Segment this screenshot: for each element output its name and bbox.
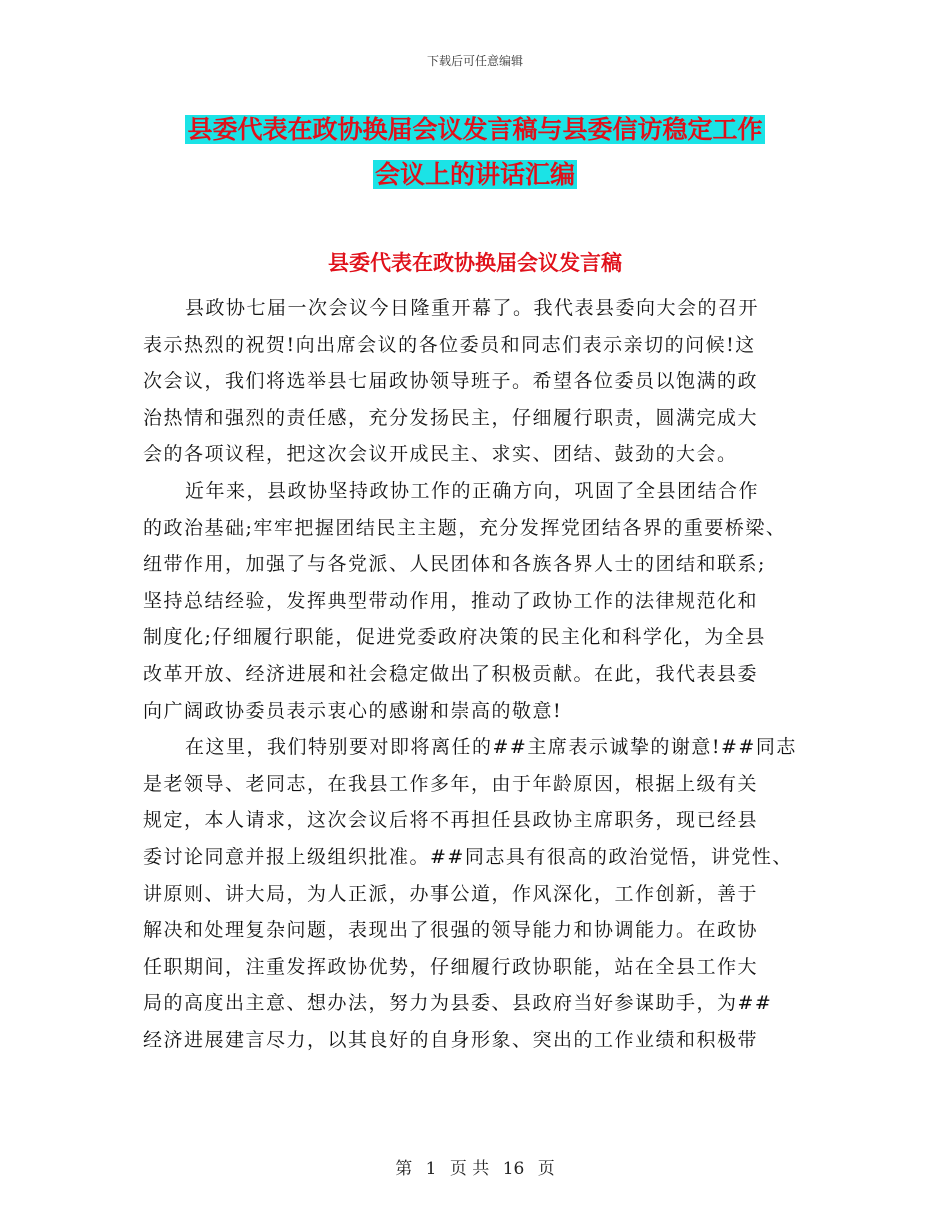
text-line: 次会议，我们将选举县七届政协领导班子。希望各位委员以饱满的政 bbox=[143, 370, 759, 393]
paragraph-3 bbox=[143, 729, 823, 1058]
text-line: 县政协七届一次会议今日隆重开幕了。我代表县委向大会的召开 bbox=[185, 297, 760, 319]
page-footer bbox=[0, 1154, 950, 1179]
header-note: 下载后可任意编辑 bbox=[426, 54, 523, 68]
title-highlight: 会议上的讲话汇编 bbox=[374, 160, 575, 189]
paragraph-2 bbox=[143, 473, 823, 729]
text-line: 任职期间，注重发挥政协优势，仔细履行政协职能，站在全县工作大 bbox=[143, 955, 759, 978]
text-line: 制度化;仔细履行职能，促进党委政府决策的民主化和科学化，为全县 bbox=[143, 626, 766, 649]
text-line: 改革开放、经济进展和社会稳定做出了积极贡献。在此，我代表县委 bbox=[143, 662, 759, 685]
section-title: 县委代表在政协换届会议发言稿 bbox=[328, 251, 622, 275]
text-line: 纽带作用，加强了与各党派、人民团体和各族各界人士的团结和联系; bbox=[143, 553, 766, 576]
footer-middle: 页 共 bbox=[449, 1159, 490, 1179]
text-line: 在这里，我们特别要对即将离任的##主席表示诚挚的谢意!##同志 bbox=[185, 736, 797, 759]
text-line: 局的高度出主意、想办法，努力为县委、县政府当好参谋助手，为## bbox=[143, 992, 773, 1015]
document-title-line-2 bbox=[0, 155, 950, 195]
page-number: 1 bbox=[425, 1159, 437, 1179]
footer-prefix: 第 bbox=[395, 1159, 413, 1179]
title-highlight: 县委代表在政协换届会议发言稿与县委信访稳定工作 bbox=[187, 115, 763, 144]
text-line: 会的各项议程，把这次会议开成民主、求实、团结、鼓劲的大会。 bbox=[143, 443, 738, 466]
document-body bbox=[143, 290, 823, 1058]
total-pages: 16 bbox=[502, 1159, 525, 1179]
text-line: 规定，本人请求，这次会议后将不再担任县政协主席职务，现已经县 bbox=[143, 809, 759, 832]
text-line: 近年来，县政协坚持政协工作的正确方向，巩固了全县团结合作 bbox=[185, 479, 760, 502]
text-line: 委讨论同意并报上级组织批准。##同志具有很高的政治觉悟，讲党性、 bbox=[143, 845, 793, 868]
text-line: 讲原则、讲大局，为人正派，办事公道，作风深化，工作创新，善于 bbox=[143, 882, 759, 905]
text-line: 解决和处理复杂问题，表现出了很强的领导能力和协调能力。在政协 bbox=[143, 919, 759, 942]
document-title-line-1 bbox=[0, 110, 950, 150]
text-line: 向广阔政协委员表示衷心的感谢和崇高的敬意! bbox=[143, 699, 563, 722]
text-line: 坚持总结经验，发挥典型带动作用，推动了政协工作的法律规范化和 bbox=[143, 589, 759, 612]
text-line: 治热情和强烈的责任感，充分发扬民主，仔细履行职责，圆满完成大 bbox=[143, 406, 759, 429]
text-line: 经济进展建言尽力，以其良好的自身形象、突出的工作业绩和积极带 bbox=[143, 1028, 759, 1051]
text-line: 表示热烈的祝贺!向出席会议的各位委员和同志们表示亲切的问候!这 bbox=[143, 333, 756, 356]
text-line: 的政治基础;牢牢把握团结民主主题，充分发挥党团结各界的重要桥梁、 bbox=[143, 516, 787, 539]
text-line: 是老领导、老同志，在我县工作多年，由于年龄原因，根据上级有关 bbox=[143, 772, 759, 795]
paragraph-1 bbox=[143, 290, 823, 473]
footer-suffix: 页 bbox=[537, 1159, 555, 1179]
